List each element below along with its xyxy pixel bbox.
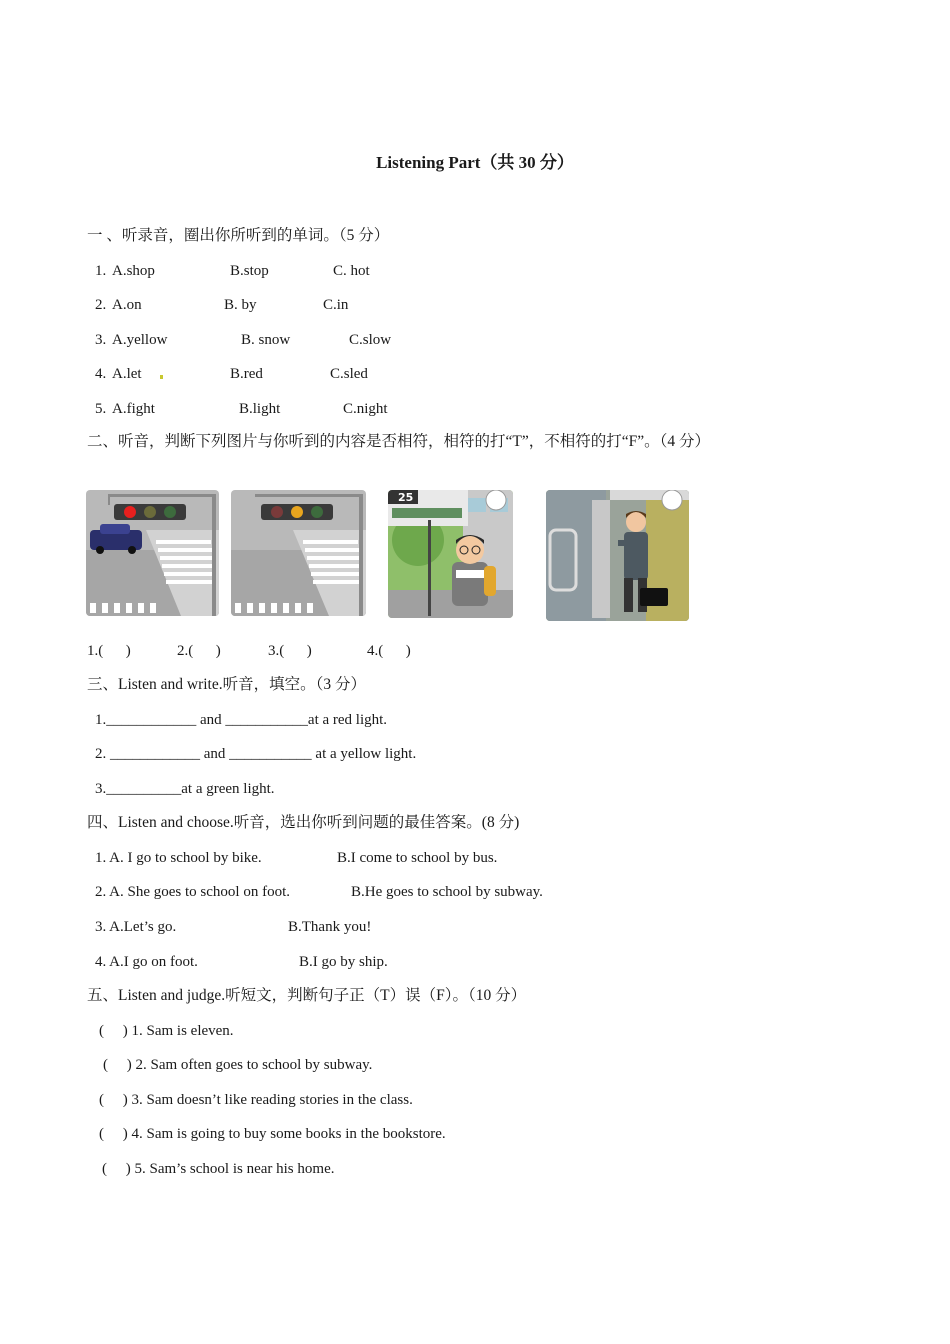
s1-item-2-option-c: C.in <box>323 297 349 313</box>
s3-item-2[interactable]: 2. ____________ and ___________ at a yellow light. <box>95 746 417 762</box>
yellow-dot-mark <box>160 375 163 379</box>
s1-item-3-option-a: A.yellow <box>112 332 168 348</box>
s1-item-5-option-c: C.night <box>343 401 388 417</box>
yellow-traffic-light-crossing-picture <box>231 490 366 616</box>
s1-item-3-num: 3. <box>95 332 107 348</box>
s4-item-4-option-b: B.I go by ship. <box>299 954 388 970</box>
s1-item-5-num: 5. <box>95 401 107 417</box>
section-3-heading: 三、Listen and write.听音，填空。（3 分） <box>87 676 366 693</box>
s1-item-2-num: 2. <box>95 297 107 313</box>
page-title: Listening Part（共 30 分） <box>376 153 574 172</box>
s5-item-4[interactable]: ( ) 4. Sam is going to buy some books in the bookstore. <box>99 1126 446 1142</box>
s1-item-3-option-c: C.slow <box>349 332 392 348</box>
s4-item-4-option-a: 4. A.I go on foot. <box>95 954 198 970</box>
s1-item-4-option-c: C.sled <box>330 366 368 382</box>
s1-item-3-option-b: B. snow <box>241 332 291 348</box>
s4-item-1-option-a: 1. A. I go to school by bike. <box>95 850 262 866</box>
s1-item-4-option-b: B.red <box>230 366 263 382</box>
s1-item-4-option-a: A.let <box>112 366 142 382</box>
s5-item-1[interactable]: ( ) 1. Sam is eleven. <box>99 1023 234 1039</box>
man-boarding-subway-picture <box>546 490 689 621</box>
picture-1-answer-blank[interactable]: 1.( ) <box>87 643 131 659</box>
s1-item-1-option-a: A.shop <box>112 263 155 279</box>
s1-item-5-option-b: B.light <box>239 401 281 417</box>
s4-item-1-option-b: B.I come to school by bus. <box>337 850 498 866</box>
boy-at-bus-stop-picture <box>388 490 513 618</box>
s4-item-2-option-b: B.He goes to school by subway. <box>351 884 543 900</box>
s5-item-3[interactable]: ( ) 3. Sam doesn’t like reading stories in the class. <box>99 1092 413 1108</box>
s4-item-2-option-a: 2. A. She goes to school on foot. <box>95 884 290 900</box>
section-1-heading: 一 、听录音，圈出你所听到的单词。（5 分） <box>87 227 390 244</box>
section-4-heading: 四、Listen and choose.听音，选出你听到问题的最佳答案。(8 分) <box>87 814 520 831</box>
s1-item-2-option-a: A.on <box>112 297 142 313</box>
s1-item-4-num: 4. <box>95 366 107 382</box>
s4-item-3-option-b: B.Thank you! <box>288 919 372 935</box>
section-5-heading: 五、Listen and judge.听短文，判断句子正（T）误（F）。（10 分） <box>87 987 527 1004</box>
s1-item-1-num: 1. <box>95 263 107 279</box>
red-traffic-light-crossing-picture <box>86 490 219 616</box>
picture-3-answer-blank[interactable]: 3.( ) <box>268 643 312 659</box>
section-2-heading: 二、听音，判断下列图片与你听到的内容是否相符，相符的打“T”，不相符的打“F”。（4 分） <box>87 433 710 450</box>
s4-item-3-option-a: 3. A.Let’s go. <box>95 919 177 935</box>
s1-item-5-option-a: A.fight <box>112 401 155 417</box>
s5-item-2[interactable]: ( ) 2. Sam often goes to school by subway. <box>103 1057 373 1073</box>
s3-item-3[interactable]: 3.__________at a green light. <box>95 781 275 797</box>
s1-item-2-option-b: B. by <box>224 297 257 313</box>
s1-item-1-option-b: B.stop <box>230 263 269 279</box>
s1-item-1-option-c: C. hot <box>333 263 370 279</box>
bus-stop-number: 25 <box>398 491 414 504</box>
s3-item-1[interactable]: 1.____________ and ___________at a red light. <box>95 712 388 728</box>
s5-item-5[interactable]: ( ) 5. Sam’s school is near his home. <box>102 1161 335 1177</box>
picture-2-answer-blank[interactable]: 2.( ) <box>177 643 221 659</box>
picture-4-answer-blank[interactable]: 4.( ) <box>367 643 411 659</box>
